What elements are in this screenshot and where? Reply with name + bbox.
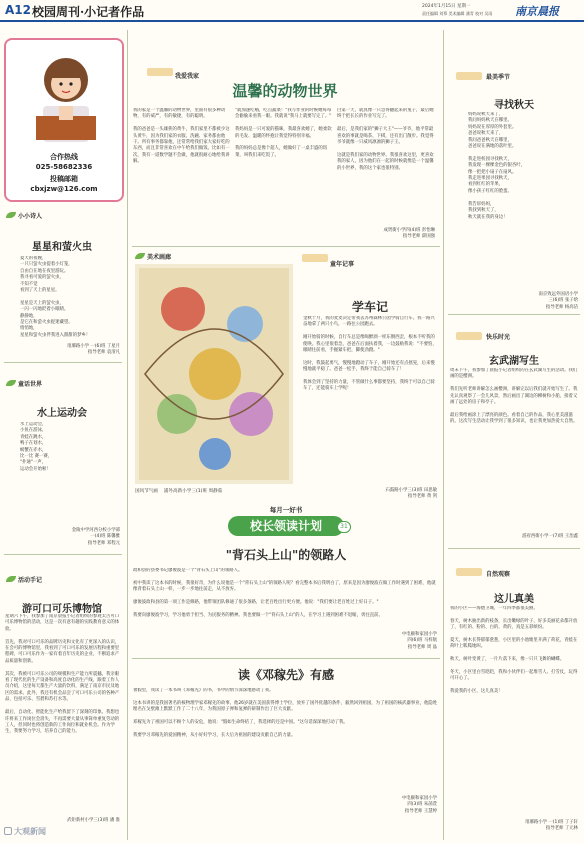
column-tag: 我爱我家: [175, 73, 200, 80]
column-tag: 活动手记: [18, 577, 43, 584]
banner-number: 31: [337, 521, 351, 533]
leaf-icon: [135, 253, 145, 259]
contact-phone: 025-58682336: [35, 163, 93, 171]
article-body: 政和县的县委书记廖俊波是一个"背石头上山"的领路人。 初中我读了这本书的时候，我很好奇，为什么说他是一个"背石头上山"的领路人呢？看完整本书后我明白了，原来是因为廖俊波在做工作时遇到了困难，他就像背着石头上山一样，一步一步地往前走，从不放弃。 廖俊波政和县的第一项工作是修路，他带领团队修通了很多条路，让老百姓出行更方便。他说："我们要让老百姓过上好日子。" 我要向廖俊波学习，学习他勇于担当、为民服务的精神。我也要做一个"背石头上山"的人，在学习上遇到困难不退缩，勇往直前。: [133, 568, 436, 618]
article-title: 学车记: [351, 300, 388, 314]
divider: [132, 246, 440, 247]
article-body: 金秋十月，我的麦麦决定带我去苏州森林公园学骑自行车。我一路兴奋地拿了两只小鸟，一路往公园跑去。 刚开始骑的时候，自行车总是像喝醉酒一样东倒西歪，根本不听我的使唤。我心里很着急，爸爸在后面扶着我，一边鼓励我说："不要怕，眼睛往前看，手握紧车把，脚使劲蹬。" 这时，我鼓起勇气，慢慢地蹬动了车子，刚开始还有点摇晃，后来慢慢地就平稳了。爸爸一松手，我终于能自己骑车了！ 我体会到了坚持的力量，不管做什么事都要坚持，我终于可以自己骑车了，还能骑车上学呢！: [303, 316, 437, 392]
issue-date: 2024年1月15日 星期一: [422, 4, 471, 9]
column-tag: 童年记事: [330, 261, 355, 268]
article-body-col3: 白第一天，就真像一只急得翻起来的兔子，最后她终于把长长的作业写完了。 最后，是我们家的"狮子大王"——爷爷，他平常最喜欢的事就是喝茶、下棋，还有出门散步。我觉得爷爷就像一只威风凛凛的狮子王。 这就是我们家的动物世界。我很喜欢这里，更喜欢我的家人，因为他们在一起的时候就像是一个温馨的小世界，我的这个家也很特别。: [337, 108, 434, 171]
newspaper-logo: 南京晨报: [515, 5, 559, 18]
tag-background: [302, 254, 328, 262]
article-title: 玄武湖写生: [489, 356, 539, 367]
article-body: 星期六下午，我参加了南京晨报小记者组织的参观太古可口可乐博物馆的活动，这是一次有意有趣的实践教育意义的体验。 首先，我对可口可乐的品牌历史和文化有了更深入的认识，在会可的博物馆里，我看到了可口可乐的发展历程和重要里程碑，可口可乐作为一家有着百年历史的企业，不断追求产品质量和创新。 其次，我被可口可乐公司的规模和生产能力所震撼。我亲眼看了现代化的生产设备和高度自动化的生产线，跟着工作人员介绍，这里每天都生产大量的饮料，满足了南京市民及地区的需求。此外，我还有机会品尝了可口可乐公司的各种产品，包括可乐、雪碧和苏打水等。 最后，自动化、智能化生产给我留下了深刻的印象。我想也许将来工作岗位会消失，不再需要大量从事简单重复劳动的工人，但同时也将创造新的工作岗位和就业机会。作为学生，我要努力学习，培养自己的能力。: [5, 614, 120, 735]
banner-top-label: 每月一好书: [269, 506, 303, 514]
column-tag: 最美季节: [486, 74, 511, 81]
article-body: 妈妈说秋天来了， 我问妈妈秋天在哪里。 妈妈说在厚厚的外套里。 爸爸说秋天来了， 我问爸爸秋天在哪里， 爸爸说在满地的落叶里。 我走进校园寻找秋天， 我发现一棵棵金色的银杏叶， 像一把把小扇子在扇风。 我走进果园寻找秋天， 看到红红的苹果， 像小孩子红红的脸蛋。 我告诉妈妈， 我找到秋天了， 秋天就在我的身边！: [468, 112, 526, 220]
section-title: 校园周刊·小记者作品: [32, 5, 145, 19]
column-divider: [127, 30, 128, 840]
article-body: 夏天的夜晚， 一只只萤火虫提着小灯笼， 自由自在地在夜里游玩。 我寻看可爱的萤火虫， 不知不觉 看到了天上的星星。 星星是天上的萤火虫， 一闪一闪地眨着小眼睛。 静静地， 是它在和萤火虫捉迷藏望。 悄悄地， 星星和萤火虫伴我进入甜甜的梦乡！: [20, 256, 91, 338]
article-body-col2: "就加速吃哦，吃点蔬菜！"我写作业的时候她每每会偷偷来看我一眼。我就说"我马上就要写完了。" 我妈妈是一只可爱的猫咪，我最喜欢她了，她柔软的毛发、温暖的怀抱让我觉得特别幸福。 我的妈妈总是像个超人，她做好了一桌丰盛的饭菜，叫我们来吃饭了。: [235, 108, 332, 158]
contact-hotline-title: 合作热线: [50, 153, 78, 161]
editor-credits: 责任编辑 刘慕 美术编辑 潘青 校对 吴雨: [422, 11, 493, 16]
divider: [448, 314, 580, 315]
article-body-col1: 我的家是一个温馨的动物世界，里面有很多种动物，有的威严，有的敏捷，有的聪明。 我的爸爸是一头雄狭的黄牛，我们家里不都被少这头黄牛，因为我们家的衣服、洗碗、家务都由他干。所有事务都靠他，还常常给我们家大家好吃的东西，而且非常喜欢在中午给我们做饭。比如有一次，我有一道数学题不会做，他就很耐心地给我讲解。: [133, 108, 230, 165]
column-tag: 美术画廊: [147, 254, 172, 261]
reporter-illustration: [31, 46, 101, 146]
author-signature: 成贤街小学四(4)班 彭怡琳 指导老师 薛国强: [383, 228, 435, 240]
author-signature: 中电颐和家园小学 四(3)班 朱菡萱 指导老师 王慧婷: [401, 796, 437, 814]
article-title: 这儿真美: [494, 594, 534, 605]
contact-box: [4, 38, 124, 202]
artwork-image: [135, 264, 293, 484]
leaf-icon: [6, 380, 16, 386]
book-banner: [133, 505, 439, 539]
watermark-text: 大观新闻: [14, 827, 46, 836]
divider: [448, 548, 580, 549]
divider: [4, 554, 122, 555]
divider: [132, 658, 440, 659]
tag-background: [456, 72, 482, 80]
watermark: [4, 826, 46, 837]
leaf-icon: [6, 212, 16, 218]
article-title: 温馨的动物世界: [232, 82, 338, 100]
column-tag: 小小诗人: [18, 213, 43, 220]
author-signature: 琅琊路小学 一(6)班 丁星月 指导老师 袁清凡: [67, 344, 120, 356]
page-number: A12: [5, 3, 31, 17]
column-divider: [443, 30, 444, 840]
article-body: 暑假里，我读了一本书叫《邓稼先》的书，书中的情节深深地感动了我。 这本书讲的是我国著名的核物理学家邓稼先的故事。他26岁就在美国获得博士学位，放弃了国外优越的条件，毅然回到祖国，为了祖国的核武器事业，他隐姓埋名在戈壁滩上默默工作了二十八年，为我国原子弹和氢弹的研制作出了巨大贡献。 邓稼先为了祖国可以不顾个人的安危，他说："假如生命终结了，我选择的还是中国。"这句话深深地打动了我。 我要学习邓稼先的爱国精神，从小好好学习，长大后为祖国的建设贡献自己的力量。: [133, 688, 438, 738]
article-body: 水上运动会， 小鱼在游泳， 青蛙在跳水， 鸭子在划水， 螃蟹在赤水， 比一比 赛一赛， "扑通"一声， 运动会开始啦！: [20, 422, 53, 472]
author-signature: 武钜新村小学三(3)班 潘 淮: [67, 818, 120, 823]
contact-email[interactable]: cbxjzw@126.com: [30, 185, 98, 193]
article-title: 寻找秋天: [494, 100, 534, 111]
column-tag: 童话世界: [18, 381, 43, 388]
author-signature: 中电颐和家园小学 四(6)班 马梓航 指导老师 周 晶: [401, 632, 437, 650]
column-tag: 快乐时光: [486, 334, 511, 341]
tag-background: [456, 568, 482, 576]
article-title: 水上运动会: [37, 408, 87, 419]
tag-background: [456, 332, 482, 340]
leaf-icon: [6, 576, 16, 582]
tag-background: [147, 68, 173, 76]
author-signature: 金陵中学河西分校小学部 一(4)班 陈馨雅 指导老师 邓程元: [71, 528, 120, 546]
artwork-caption: 国风节气画 浦外高新小学三(1)班 周静茹: [135, 489, 223, 494]
article-title: 读《邓稼先》有感: [237, 668, 334, 682]
article-title: 游可口可乐博物馆: [22, 604, 102, 615]
divider: [4, 362, 122, 363]
author-signature: 南京致远外国语小学 三(6)班 张子晗 指导老师 杨高洁: [538, 292, 578, 310]
watermark-icon: [4, 827, 12, 835]
art-gallery: [133, 250, 296, 502]
header-bar: [0, 0, 584, 22]
author-signature: 游府西街小学一(7)班 王治鑫: [522, 534, 578, 539]
article-title: 星星和萤火虫: [32, 242, 92, 253]
article-title: "背石头上山"的领路人: [225, 548, 347, 562]
author-signature: 石鼓路小学三(3)班 田思敏 指导老师 黄 剑: [385, 488, 437, 500]
article-body: 周末下午，我参加了晨报小记者组织的在玄武湖写生的活动。我们画的是樱洲。 我们先听老师讲解怎么画樱洲，讲解完以后我们就开始写生了。我先认真观察了一会儿风景，然后画出了湖边的柳树和小船，接着又画了远处的房子和亭子。 最后我给画涂上了漂亮的颜色。看着自己的作品，我心里美滋滋的。这次写生活动让我学到了很多知识，也让我更加热爱大自然。: [450, 368, 578, 425]
contact-email-title: 投稿邮箱: [50, 175, 78, 183]
banner-title: 校长领读计划: [228, 516, 344, 536]
column-tag: 自然观察: [486, 571, 511, 578]
article-body: 我的小区——海德卫城，一年四季都很美丽。 春天，树木抽出新的枝条，长出嫩绿的叶子，好多美丽花朵都开放了，有红的、粉的、白的、黄的，真是五彩缤纷。 夏天，树木长得郁郁葱葱，小区里的小池塘里开满了荷花，青蛙在荷叶上呱呱地叫。 秋天，树叶变黄了，一片片落下来，像一只只飞舞的蝴蝶。 冬天，小区里白雪皑皑，我和小伙伴们一起堆雪人、打雪仗，玩得可开心了。 我爱我的小区，这儿真美！: [450, 606, 578, 695]
author-signature: 琅琊路小学 一(1)班 丁子轩 指导老师 丁元林: [525, 820, 578, 832]
